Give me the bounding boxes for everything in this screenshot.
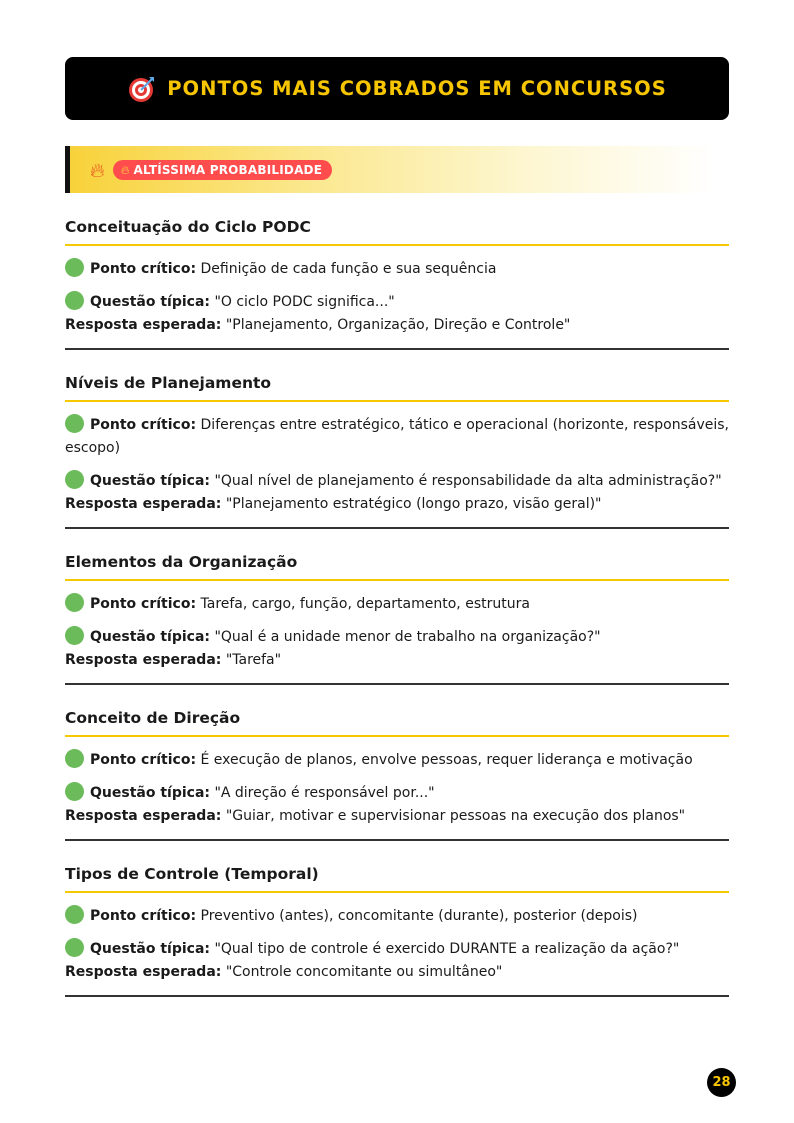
probability-bar — [65, 146, 715, 193]
critical-text: Definição de cada função e sua sequência — [200, 261, 497, 277]
fire-icon: 🔥︎ — [120, 162, 130, 177]
critical-label: Ponto crítico: — [90, 908, 197, 924]
critical-label: Ponto crítico: — [90, 752, 197, 768]
critical-point — [65, 749, 729, 772]
critical-label: Ponto crítico: — [90, 261, 197, 277]
critical-text: Preventivo (antes), concomitante (durante), posterior (depois) — [200, 908, 638, 924]
critical-point — [65, 414, 729, 460]
target-icon — [127, 74, 157, 104]
banner-title: PONTOS MAIS COBRADOS EM CONCURSOS — [167, 77, 667, 100]
topic-section — [65, 368, 729, 529]
typical-question — [65, 470, 729, 493]
section-title: Conceituação do Ciclo PODC — [65, 212, 729, 246]
section-title: Elementos da Organização — [65, 547, 729, 581]
green-dot-icon — [65, 626, 84, 645]
green-dot-icon — [65, 905, 84, 924]
section-title: Tipos de Controle (Temporal) — [65, 859, 729, 893]
question-text: "O ciclo PODC significa..." — [214, 294, 395, 310]
typical-question — [65, 782, 729, 805]
page-number: 28 — [707, 1068, 736, 1097]
critical-points-list — [65, 212, 729, 1015]
page-banner — [65, 57, 729, 120]
section-divider — [65, 527, 729, 529]
answer-label: Resposta esperada: — [65, 808, 222, 824]
expected-answer — [65, 961, 729, 984]
answer-label: Resposta esperada: — [65, 964, 222, 980]
critical-point — [65, 905, 729, 928]
question-label: Questão típica: — [90, 941, 210, 957]
typical-question — [65, 626, 729, 649]
answer-text: "Tarefa" — [225, 652, 282, 668]
probability-label: ALTÍSSIMA PROBABILIDADE — [133, 162, 323, 177]
topic-section — [65, 547, 729, 685]
section-divider — [65, 683, 729, 685]
green-dot-icon — [65, 938, 84, 957]
question-text: "A direção é responsável por..." — [214, 785, 435, 801]
answer-text: "Controle concomitante ou simultâneo" — [225, 964, 503, 980]
answer-label: Resposta esperada: — [65, 496, 222, 512]
answer-label: Resposta esperada: — [65, 317, 222, 333]
section-divider — [65, 348, 729, 350]
section-divider — [65, 995, 729, 997]
question-text: "Qual é a unidade menor de trabalho na organização?" — [214, 629, 601, 645]
question-label: Questão típica: — [90, 473, 210, 489]
topic-section — [65, 212, 729, 350]
topic-section — [65, 703, 729, 841]
green-dot-icon — [65, 749, 84, 768]
expected-answer — [65, 649, 729, 672]
green-dot-icon — [65, 593, 84, 612]
probability-badge — [113, 160, 332, 180]
critical-point — [65, 593, 729, 616]
green-dot-icon — [65, 782, 84, 801]
critical-text: É execução de planos, envolve pessoas, requer liderança e motivação — [200, 752, 693, 768]
green-dot-icon — [65, 414, 84, 433]
answer-label: Resposta esperada: — [65, 652, 222, 668]
question-text: "Qual tipo de controle é exercido DURANTE a realização da ação?" — [214, 941, 680, 957]
expected-answer — [65, 805, 729, 828]
answer-text: "Planejamento, Organização, Direção e Controle" — [225, 317, 571, 333]
typical-question — [65, 938, 729, 961]
section-divider — [65, 839, 729, 841]
question-text: "Qual nível de planejamento é responsabilidade da alta administração?" — [214, 473, 722, 489]
fire-icon: 🔥︎ — [90, 157, 105, 182]
expected-answer — [65, 314, 729, 337]
question-label: Questão típica: — [90, 294, 210, 310]
critical-label: Ponto crítico: — [90, 596, 197, 612]
green-dot-icon — [65, 470, 84, 489]
question-label: Questão típica: — [90, 785, 210, 801]
topic-section — [65, 859, 729, 997]
section-title: Conceito de Direção — [65, 703, 729, 737]
expected-answer — [65, 493, 729, 516]
critical-text: Tarefa, cargo, função, departamento, estrutura — [200, 596, 530, 612]
green-dot-icon — [65, 258, 84, 277]
typical-question — [65, 291, 729, 314]
section-title: Níveis de Planejamento — [65, 368, 729, 402]
critical-text: Diferenças entre estratégico, tático e operacional (horizonte, responsáveis, escopo) — [65, 417, 730, 456]
green-dot-icon — [65, 291, 84, 310]
answer-text: "Guiar, motivar e supervisionar pessoas na execução dos planos" — [225, 808, 686, 824]
answer-text: "Planejamento estratégico (longo prazo, visão geral)" — [225, 496, 602, 512]
critical-label: Ponto crítico: — [90, 417, 197, 433]
critical-point — [65, 258, 729, 281]
question-label: Questão típica: — [90, 629, 210, 645]
